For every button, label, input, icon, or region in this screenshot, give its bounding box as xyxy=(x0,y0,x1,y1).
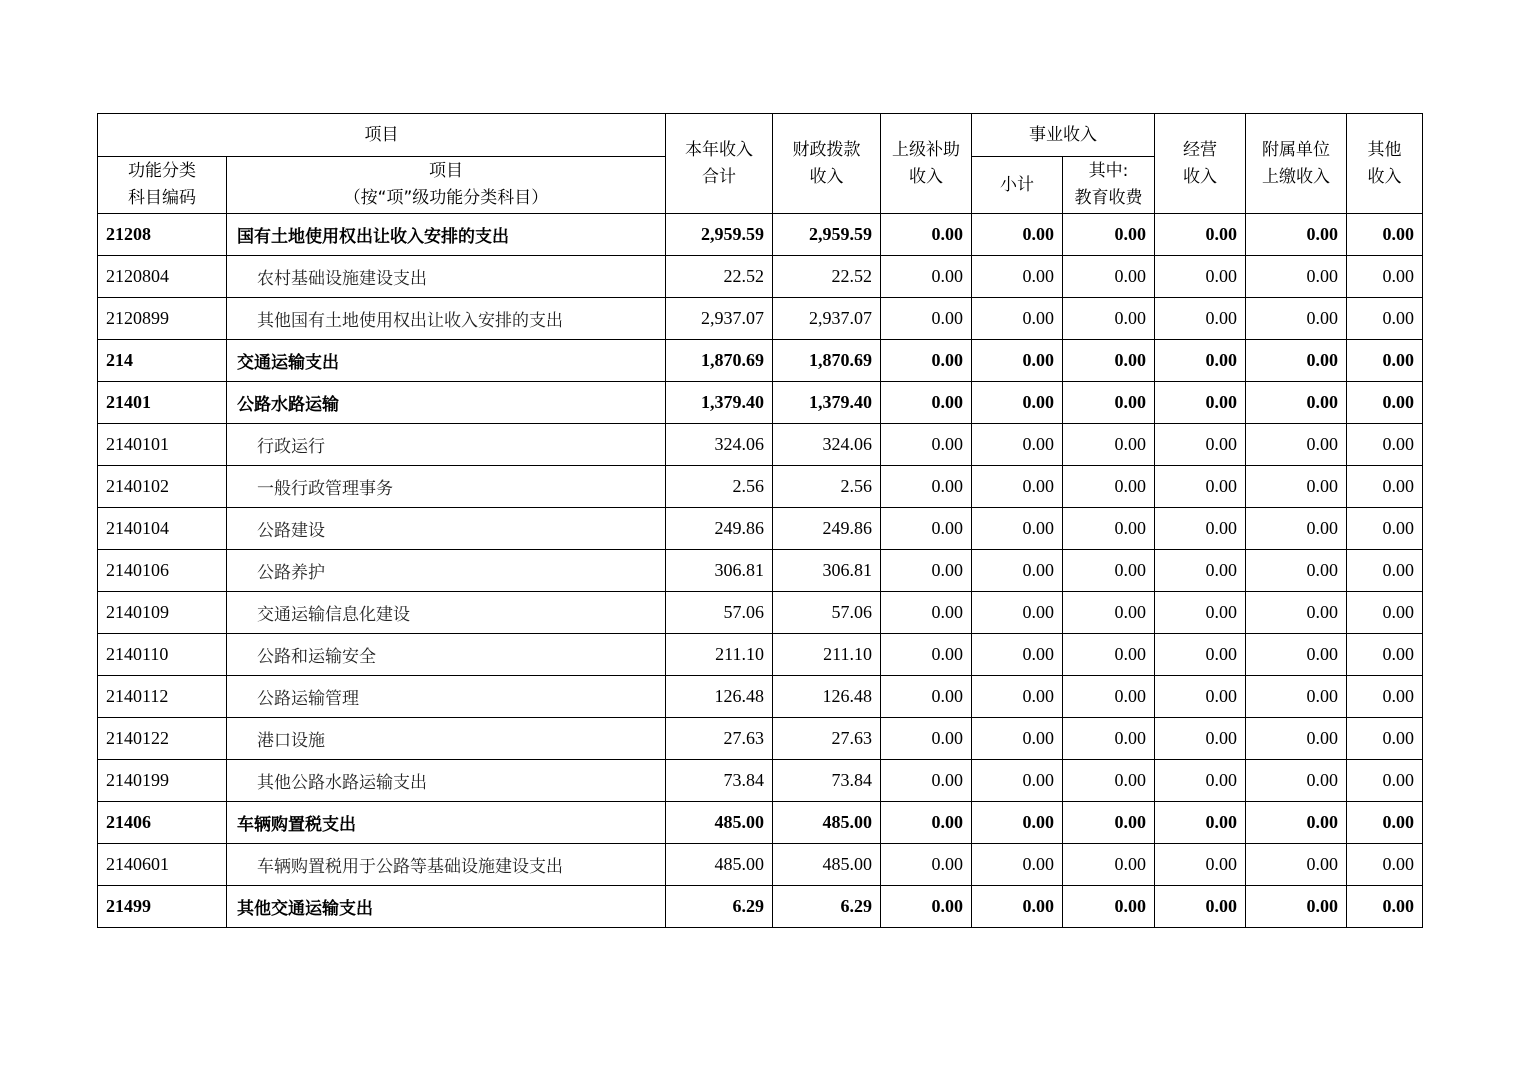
cell-edu: 0.00 xyxy=(1063,760,1155,802)
cell-affiliate: 0.00 xyxy=(1246,718,1347,760)
cell-fiscal: 211.10 xyxy=(773,634,881,676)
cell-fiscal: 73.84 xyxy=(773,760,881,802)
cell-subtotal: 0.00 xyxy=(972,760,1063,802)
income-table-sheet xyxy=(97,113,1423,928)
cell-affiliate: 0.00 xyxy=(1246,676,1347,718)
cell-other: 0.00 xyxy=(1347,802,1423,844)
header-business-income: 事业收入 xyxy=(972,114,1155,157)
header-edu-fee: 其中: 教育收费 xyxy=(1063,157,1155,214)
cell-operating: 0.00 xyxy=(1155,298,1246,340)
cell-edu: 0.00 xyxy=(1063,718,1155,760)
cell-affiliate: 0.00 xyxy=(1246,382,1347,424)
income-table xyxy=(97,113,1423,928)
cell-fiscal: 57.06 xyxy=(773,592,881,634)
cell-fiscal: 324.06 xyxy=(773,424,881,466)
cell-upper: 0.00 xyxy=(881,676,972,718)
cell-affiliate: 0.00 xyxy=(1246,508,1347,550)
cell-affiliate: 0.00 xyxy=(1246,634,1347,676)
cell-upper: 0.00 xyxy=(881,844,972,886)
cell-subtotal: 0.00 xyxy=(972,424,1063,466)
cell-upper: 0.00 xyxy=(881,886,972,928)
cell-upper: 0.00 xyxy=(881,550,972,592)
cell-affiliate: 0.00 xyxy=(1246,844,1347,886)
cell-affiliate: 0.00 xyxy=(1246,592,1347,634)
table-row xyxy=(98,424,1423,466)
cell-code: 2140106 xyxy=(98,550,227,592)
cell-operating: 0.00 xyxy=(1155,256,1246,298)
cell-affiliate: 0.00 xyxy=(1246,214,1347,256)
cell-upper: 0.00 xyxy=(881,592,972,634)
cell-total: 6.29 xyxy=(666,886,773,928)
cell-name: 国有土地使用权出让收入安排的支出 xyxy=(227,214,666,256)
cell-other: 0.00 xyxy=(1347,886,1423,928)
cell-name: 行政运行 xyxy=(227,424,666,466)
cell-code: 2140110 xyxy=(98,634,227,676)
cell-name: 交通运输信息化建设 xyxy=(227,592,666,634)
cell-operating: 0.00 xyxy=(1155,382,1246,424)
cell-code: 21406 xyxy=(98,802,227,844)
cell-operating: 0.00 xyxy=(1155,424,1246,466)
cell-other: 0.00 xyxy=(1347,634,1423,676)
cell-other: 0.00 xyxy=(1347,214,1423,256)
table-row xyxy=(98,214,1423,256)
cell-subtotal: 0.00 xyxy=(972,214,1063,256)
cell-upper: 0.00 xyxy=(881,214,972,256)
cell-edu: 0.00 xyxy=(1063,802,1155,844)
table-row xyxy=(98,718,1423,760)
cell-upper: 0.00 xyxy=(881,340,972,382)
cell-total: 73.84 xyxy=(666,760,773,802)
cell-fiscal: 126.48 xyxy=(773,676,881,718)
cell-upper: 0.00 xyxy=(881,256,972,298)
cell-code: 2140109 xyxy=(98,592,227,634)
cell-affiliate: 0.00 xyxy=(1246,886,1347,928)
header-total: 本年收入 合计 xyxy=(666,114,773,214)
cell-name: 公路养护 xyxy=(227,550,666,592)
cell-fiscal: 22.52 xyxy=(773,256,881,298)
cell-upper: 0.00 xyxy=(881,508,972,550)
cell-total: 1,870.69 xyxy=(666,340,773,382)
cell-fiscal: 1,379.40 xyxy=(773,382,881,424)
cell-operating: 0.00 xyxy=(1155,550,1246,592)
cell-operating: 0.00 xyxy=(1155,886,1246,928)
cell-subtotal: 0.00 xyxy=(972,886,1063,928)
cell-other: 0.00 xyxy=(1347,340,1423,382)
cell-subtotal: 0.00 xyxy=(972,634,1063,676)
cell-edu: 0.00 xyxy=(1063,508,1155,550)
cell-operating: 0.00 xyxy=(1155,760,1246,802)
cell-code: 214 xyxy=(98,340,227,382)
cell-operating: 0.00 xyxy=(1155,844,1246,886)
cell-name: 车辆购置税支出 xyxy=(227,802,666,844)
cell-total: 211.10 xyxy=(666,634,773,676)
cell-other: 0.00 xyxy=(1347,298,1423,340)
cell-total: 2.56 xyxy=(666,466,773,508)
cell-code: 2140122 xyxy=(98,718,227,760)
cell-upper: 0.00 xyxy=(881,424,972,466)
cell-code: 2140199 xyxy=(98,760,227,802)
cell-edu: 0.00 xyxy=(1063,424,1155,466)
cell-code: 2120804 xyxy=(98,256,227,298)
cell-fiscal: 6.29 xyxy=(773,886,881,928)
cell-operating: 0.00 xyxy=(1155,214,1246,256)
cell-other: 0.00 xyxy=(1347,508,1423,550)
cell-edu: 0.00 xyxy=(1063,340,1155,382)
cell-operating: 0.00 xyxy=(1155,634,1246,676)
header-xiangmu-group: 项目 xyxy=(98,114,666,157)
table-row xyxy=(98,844,1423,886)
cell-code: 21208 xyxy=(98,214,227,256)
cell-other: 0.00 xyxy=(1347,550,1423,592)
cell-total: 27.63 xyxy=(666,718,773,760)
table-row xyxy=(98,760,1423,802)
header-affiliate: 附属单位 上缴收入 xyxy=(1246,114,1347,214)
header-upper-subsidy: 上级补助 收入 xyxy=(881,114,972,214)
cell-operating: 0.00 xyxy=(1155,802,1246,844)
cell-subtotal: 0.00 xyxy=(972,256,1063,298)
cell-name: 交通运输支出 xyxy=(227,340,666,382)
cell-fiscal: 1,870.69 xyxy=(773,340,881,382)
cell-subtotal: 0.00 xyxy=(972,844,1063,886)
cell-other: 0.00 xyxy=(1347,718,1423,760)
cell-subtotal: 0.00 xyxy=(972,508,1063,550)
cell-code: 2140101 xyxy=(98,424,227,466)
cell-name: 公路水路运输 xyxy=(227,382,666,424)
cell-affiliate: 0.00 xyxy=(1246,466,1347,508)
cell-code: 2120899 xyxy=(98,298,227,340)
cell-upper: 0.00 xyxy=(881,802,972,844)
cell-code: 2140112 xyxy=(98,676,227,718)
cell-other: 0.00 xyxy=(1347,676,1423,718)
cell-total: 485.00 xyxy=(666,844,773,886)
cell-upper: 0.00 xyxy=(881,298,972,340)
cell-code: 2140601 xyxy=(98,844,227,886)
cell-subtotal: 0.00 xyxy=(972,676,1063,718)
cell-subtotal: 0.00 xyxy=(972,340,1063,382)
cell-name: 公路和运输安全 xyxy=(227,634,666,676)
cell-subtotal: 0.00 xyxy=(972,550,1063,592)
cell-edu: 0.00 xyxy=(1063,886,1155,928)
cell-code: 2140102 xyxy=(98,466,227,508)
table-row xyxy=(98,340,1423,382)
cell-total: 324.06 xyxy=(666,424,773,466)
cell-name: 车辆购置税用于公路等基础设施建设支出 xyxy=(227,844,666,886)
cell-total: 126.48 xyxy=(666,676,773,718)
cell-total: 2,959.59 xyxy=(666,214,773,256)
cell-fiscal: 27.63 xyxy=(773,718,881,760)
table-row xyxy=(98,592,1423,634)
cell-name: 其他公路水路运输支出 xyxy=(227,760,666,802)
cell-operating: 0.00 xyxy=(1155,676,1246,718)
cell-name: 其他交通运输支出 xyxy=(227,886,666,928)
cell-fiscal: 485.00 xyxy=(773,844,881,886)
header-code: 功能分类 科目编码 xyxy=(98,157,227,214)
cell-edu: 0.00 xyxy=(1063,634,1155,676)
table-header xyxy=(98,114,1423,214)
cell-other: 0.00 xyxy=(1347,760,1423,802)
table-row xyxy=(98,676,1423,718)
cell-operating: 0.00 xyxy=(1155,340,1246,382)
cell-upper: 0.00 xyxy=(881,634,972,676)
cell-fiscal: 2,937.07 xyxy=(773,298,881,340)
cell-upper: 0.00 xyxy=(881,718,972,760)
cell-fiscal: 249.86 xyxy=(773,508,881,550)
cell-affiliate: 0.00 xyxy=(1246,340,1347,382)
table-row xyxy=(98,298,1423,340)
header-other: 其他 收入 xyxy=(1347,114,1423,214)
cell-affiliate: 0.00 xyxy=(1246,802,1347,844)
cell-name: 港口设施 xyxy=(227,718,666,760)
cell-name: 公路建设 xyxy=(227,508,666,550)
cell-affiliate: 0.00 xyxy=(1246,256,1347,298)
cell-edu: 0.00 xyxy=(1063,256,1155,298)
cell-affiliate: 0.00 xyxy=(1246,298,1347,340)
table-row xyxy=(98,508,1423,550)
cell-affiliate: 0.00 xyxy=(1246,550,1347,592)
cell-other: 0.00 xyxy=(1347,382,1423,424)
table-row xyxy=(98,802,1423,844)
cell-other: 0.00 xyxy=(1347,424,1423,466)
table-row xyxy=(98,634,1423,676)
cell-edu: 0.00 xyxy=(1063,844,1155,886)
cell-edu: 0.00 xyxy=(1063,592,1155,634)
header-subtotal: 小计 xyxy=(972,157,1063,214)
cell-subtotal: 0.00 xyxy=(972,466,1063,508)
cell-name: 一般行政管理事务 xyxy=(227,466,666,508)
cell-total: 485.00 xyxy=(666,802,773,844)
table-row xyxy=(98,256,1423,298)
table-row xyxy=(98,382,1423,424)
cell-edu: 0.00 xyxy=(1063,298,1155,340)
cell-subtotal: 0.00 xyxy=(972,592,1063,634)
cell-upper: 0.00 xyxy=(881,466,972,508)
cell-operating: 0.00 xyxy=(1155,592,1246,634)
cell-name: 其他国有土地使用权出让收入安排的支出 xyxy=(227,298,666,340)
cell-total: 249.86 xyxy=(666,508,773,550)
header-operating: 经营 收入 xyxy=(1155,114,1246,214)
cell-affiliate: 0.00 xyxy=(1246,760,1347,802)
cell-subtotal: 0.00 xyxy=(972,382,1063,424)
cell-upper: 0.00 xyxy=(881,382,972,424)
cell-other: 0.00 xyxy=(1347,844,1423,886)
cell-affiliate: 0.00 xyxy=(1246,424,1347,466)
cell-edu: 0.00 xyxy=(1063,466,1155,508)
cell-name: 农村基础设施建设支出 xyxy=(227,256,666,298)
table-row xyxy=(98,550,1423,592)
cell-edu: 0.00 xyxy=(1063,214,1155,256)
cell-total: 22.52 xyxy=(666,256,773,298)
table-body xyxy=(98,214,1423,928)
cell-operating: 0.00 xyxy=(1155,466,1246,508)
cell-code: 2140104 xyxy=(98,508,227,550)
cell-total: 57.06 xyxy=(666,592,773,634)
header-name: 项目 （按“项”级功能分类科目） xyxy=(227,157,666,214)
cell-subtotal: 0.00 xyxy=(972,802,1063,844)
cell-upper: 0.00 xyxy=(881,760,972,802)
cell-fiscal: 485.00 xyxy=(773,802,881,844)
cell-code: 21499 xyxy=(98,886,227,928)
table-row xyxy=(98,466,1423,508)
cell-total: 306.81 xyxy=(666,550,773,592)
table-row xyxy=(98,886,1423,928)
header-fiscal: 财政拨款 收入 xyxy=(773,114,881,214)
cell-fiscal: 2,959.59 xyxy=(773,214,881,256)
cell-name: 公路运输管理 xyxy=(227,676,666,718)
cell-edu: 0.00 xyxy=(1063,676,1155,718)
cell-total: 2,937.07 xyxy=(666,298,773,340)
cell-subtotal: 0.00 xyxy=(972,298,1063,340)
cell-fiscal: 306.81 xyxy=(773,550,881,592)
cell-edu: 0.00 xyxy=(1063,382,1155,424)
cell-other: 0.00 xyxy=(1347,256,1423,298)
cell-other: 0.00 xyxy=(1347,466,1423,508)
cell-code: 21401 xyxy=(98,382,227,424)
cell-total: 1,379.40 xyxy=(666,382,773,424)
cell-other: 0.00 xyxy=(1347,592,1423,634)
cell-subtotal: 0.00 xyxy=(972,718,1063,760)
cell-operating: 0.00 xyxy=(1155,718,1246,760)
cell-edu: 0.00 xyxy=(1063,550,1155,592)
cell-fiscal: 2.56 xyxy=(773,466,881,508)
cell-operating: 0.00 xyxy=(1155,508,1246,550)
